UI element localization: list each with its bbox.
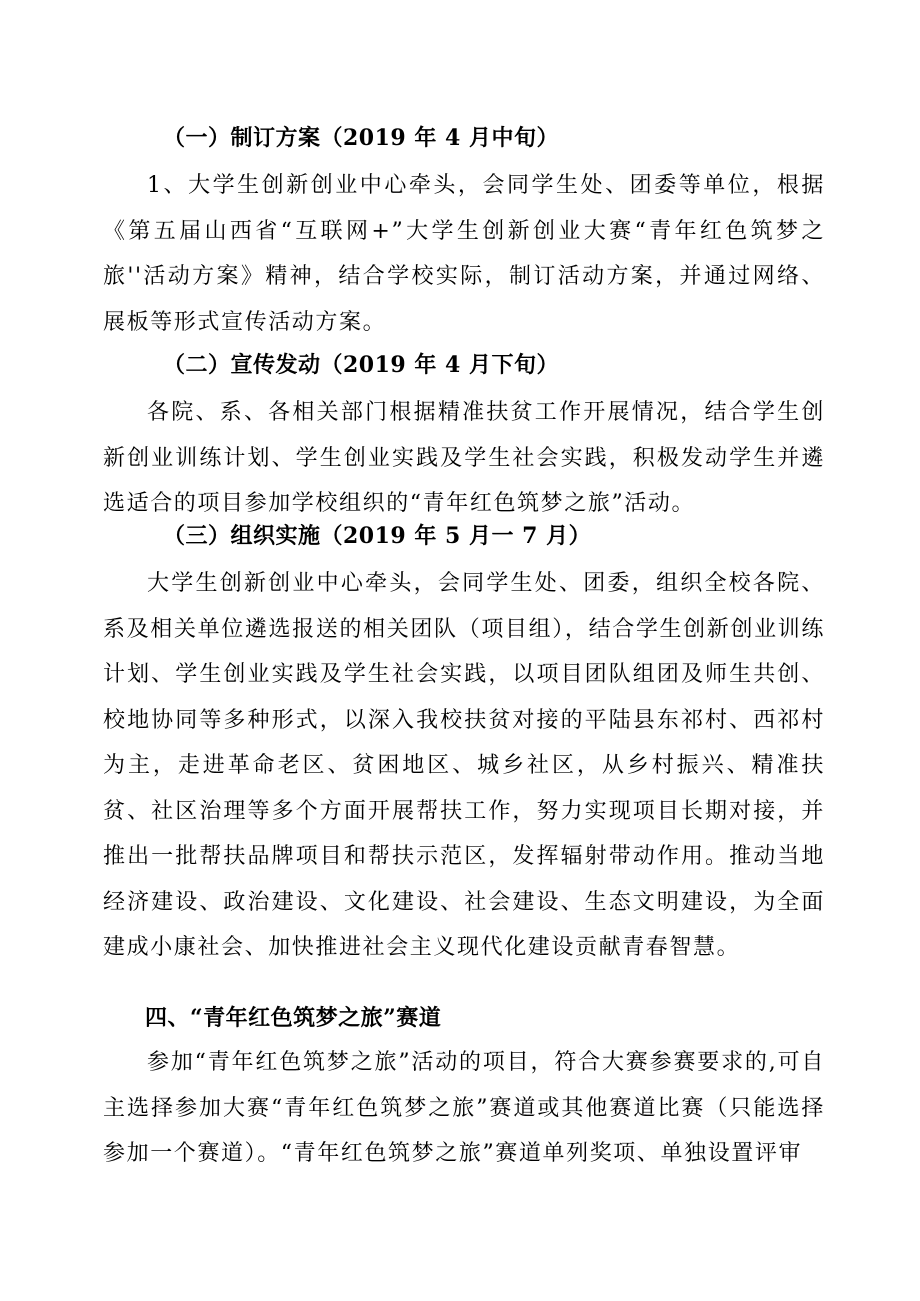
section-heading-plan: （一）制订方案（2019 年 4 月中旬） xyxy=(163,125,560,151)
section-paragraph-plan: 1、大学生创新创业中心牵头，会同学生处、团委等单位，根据《第五届山西省“互联网+”大学生创新创业大赛“青年红色筑梦之旅''活动方案》精神，结合学校实际，制订活动方案，并通过网络、展板等形式宣传活动方案。 xyxy=(103,173,825,335)
section-paragraph-track: 参加“青年红色筑梦之旅”活动的项目，符合大赛参赛要求的,可自主选择参加大赛“青年红色筑梦之旅”赛道或其他赛道比赛（只能选择参加一个赛道）。“青年红色筑梦之旅”赛道单列奖项、单独设置评审 xyxy=(103,1050,825,1166)
section-heading-track: 四、“青年红色筑梦之旅”赛道 xyxy=(145,1005,442,1031)
section-heading-promotion: （二）宣传发动（2019 年 4 月下旬） xyxy=(163,352,560,378)
section-heading-implementation: （三）组织实施（2019 年 5 月一 7 月） xyxy=(163,523,592,549)
section-paragraph-implementation: 大学生创新创业中心牵头，会同学生处、团委，组织全校各院、系及相关单位遴选报送的相关团队（项目组），结合学生创新创业训练计划、学生创业实践及学生社会实践，以项目团队组团及师生共创、校地协同等多种形式，以深入我校扶贫对接的平陆县东祁村、西祁村为主，走进革命老区、贫困地区、城乡社区，从乡村振兴、精准扶贫、社区治理等多个方面开展帮扶工作，努力实现项目长期对接，并推出一批帮扶品牌项目和帮扶示范区，发挥辐射带动作用。推动当地经济建设、政治建设、文化建设、社会建设、生态文明建设，为全面建成小康社会、加快推进社会主义现代化建设贡献青春智慧。 xyxy=(103,571,825,960)
section-paragraph-promotion: 各院、系、各相关部门根据精准扶贫工作开展情况，结合学生创新创业训练计划、学生创业实践及学生社会实践，积极发动学生并遴选适合的项目参加学校组织的“青年红色筑梦之旅”活动。 xyxy=(103,400,825,516)
